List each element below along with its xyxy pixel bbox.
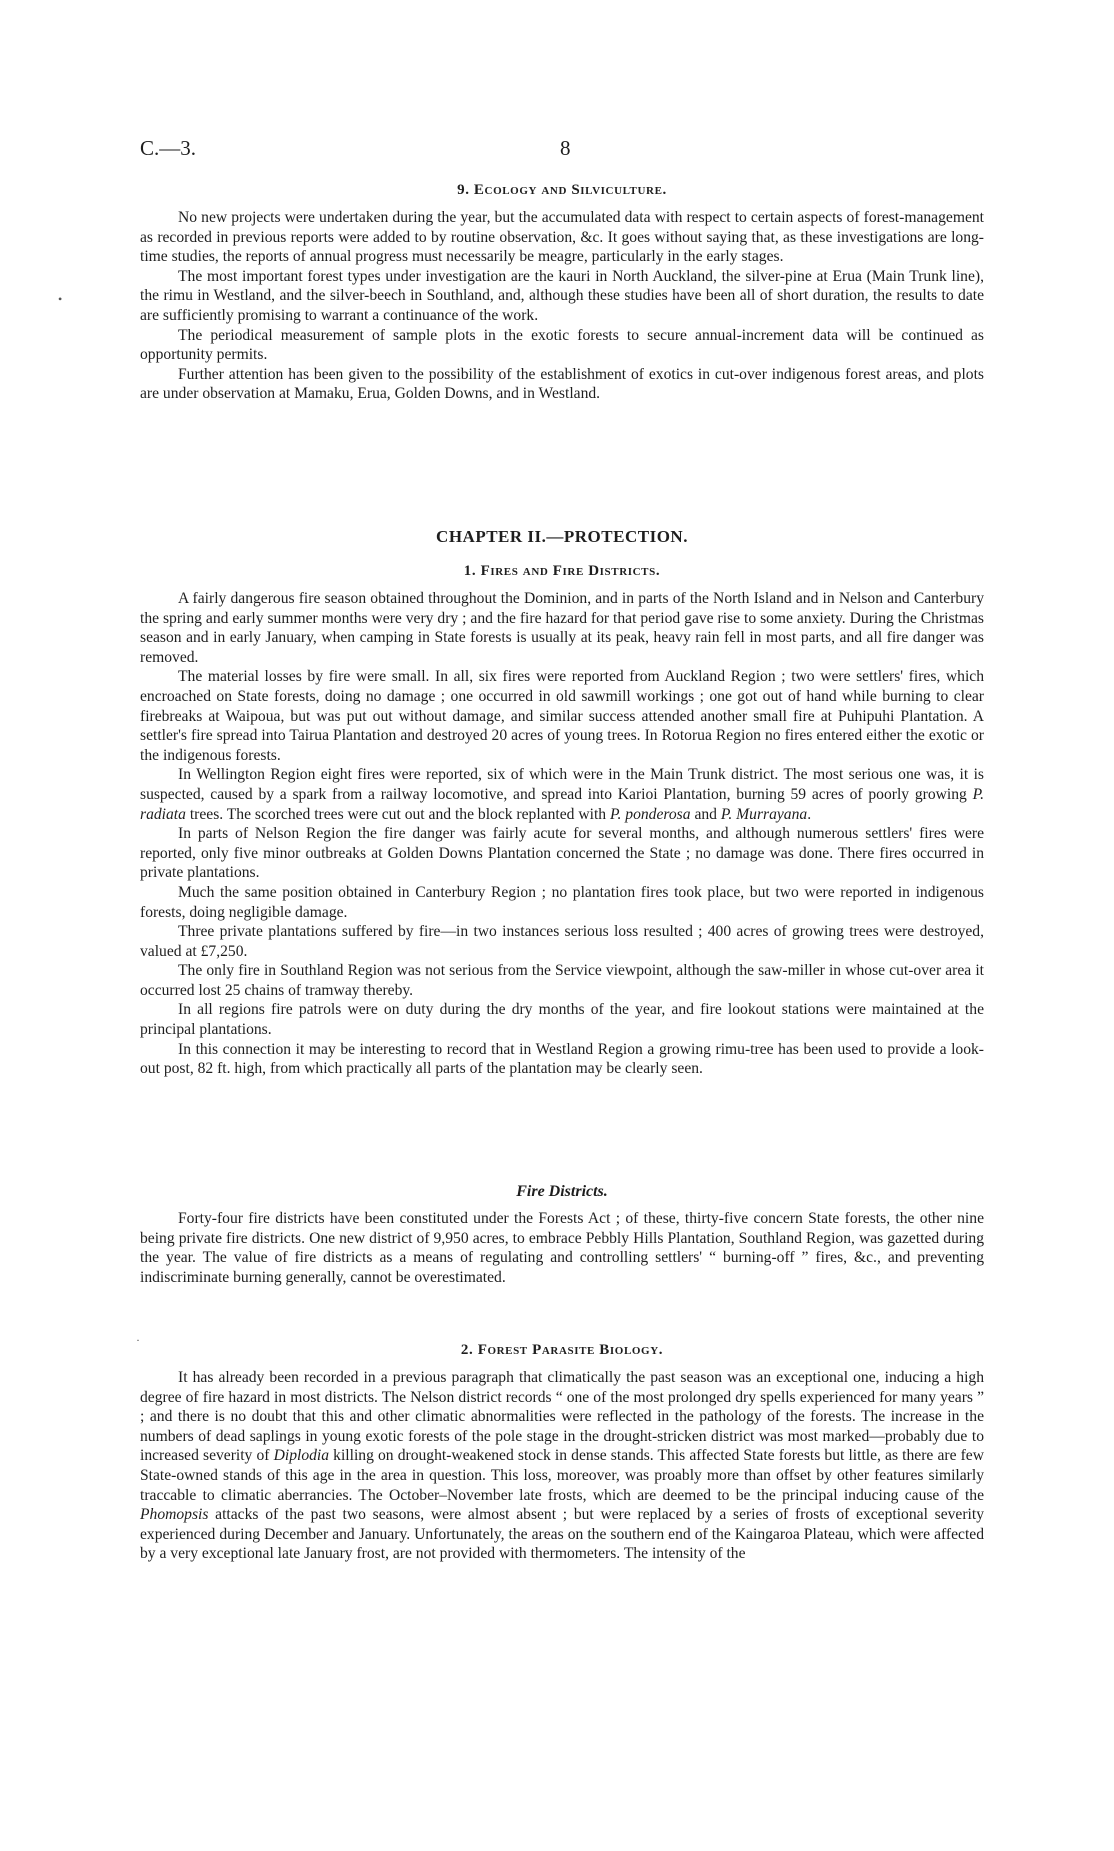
genus-name: Diplodia xyxy=(273,1447,330,1465)
document-series-code: C.—3. xyxy=(140,136,197,160)
fires-paragraph: In this connection it may be interesting to record that in Westland Region a growing rimu-tree has been used to provide a look-out post, 82 ft. high, from which practically all parts of the plantation may be clearly seen. xyxy=(140,1040,984,1078)
margin-mark: • xyxy=(58,292,63,306)
ecology-paragraph: Further attention has been given to the possibility of the establishment of exotics in cut-over indigenous forest areas, and plots are under observation at Mamaku, Erua, Golden Downs, and in Westland. xyxy=(140,365,984,403)
species-name: P. radiata xyxy=(140,785,984,823)
genus-name: Phomopsis xyxy=(140,1506,209,1524)
ecology-paragraph: The most important forest types under investigation are the kauri in North Auckland, the silver-pine at Erua (Main Trunk line), the rimu in Westland, and the silver-beech in Southland, and, although these studies have been all of short duration, the results to date are sufficiently promising to warrant a continuance of the work. xyxy=(140,267,984,324)
section-title-parasite: 2. Forest Parasite Biology. xyxy=(460,1342,664,1358)
fire-districts-paragraph: Forty-four fire districts have been constituted under the Forests Act ; of these, thirty-five concern State forests, the other nine being private fire districts. One new district of 9,950 acres, to embrace Pebbly Hills Plantation, Southland Region, was gazetted during the year. The value of fire districts as a means of regulating and controlling settlers' “ burning-off ” fires, &c., and preventing indiscriminate burning generally, cannot be overestimated. xyxy=(140,1210,984,1286)
section-title-ecology: 9. Ecology and Silviculture. xyxy=(457,182,667,198)
margin-mark: · xyxy=(136,1333,140,1347)
chapter-heading xyxy=(140,527,984,547)
fire-districts-section xyxy=(140,1183,984,1287)
fires-paragraph: The material losses by fire were small. In all, six fires were reported from Auckland Region ; two were settlers' fires, which encroached on State forests, doing no damage ; one occurred in old sawmill workings ; one got out of hand while burning to clear firebreaks at Waipoua, but was put out without damage, and similar success attended another small fire at Puhipuhi Plantation. A settler's fire spread into Tairua Plantation and destroyed 20 acres of young trees. In Rotorua Region no fires entered either the exotic or the indigenous forests. xyxy=(140,668,984,764)
species-name: P. Murrayana xyxy=(720,805,808,823)
fires-section xyxy=(140,563,984,1079)
fires-paragraph-wellington: In Wellington Region eight fires were reported, six of which were in the Main Trunk district. The most serious one was, it is suspected, caused by a spark from a railway locomotive, and spread into Karioi Plantation, burning 59 acres of poorly growing P. radiata trees. The scorched trees were cut out and the block replanted with P. ponderosa and P. Murrayana. xyxy=(140,766,984,823)
section-title-fires: 1. Fires and Fire Districts. xyxy=(463,563,661,579)
fires-paragraph: Three private plantations suffered by fire—in two instances serious loss resulted ; 400 acres of growing trees were destroyed, valued at £7,250. xyxy=(140,923,984,960)
ecology-section xyxy=(140,182,984,404)
fires-paragraph: In parts of Nelson Region the fire danger was fairly acute for several months, and although numerous settlers' fires were reported, only five minor outbreaks at Golden Downs Plantation concerned the State ; no damage was done. There fires occurred in private plantations. xyxy=(140,825,984,882)
fires-paragraph: The only fire in Southland Region was not serious from the Service viewpoint, although the saw-miller in whose cut-over area it occurred lost 25 chains of tramway thereby. xyxy=(140,962,984,999)
fires-paragraph: A fairly dangerous fire season obtained throughout the Dominion, and in parts of the North Island and in Nelson and Canterbury the spring and early summer months were very dry ; and the fire hazard for that period gave rise to some anxiety. During the Christmas season and in early January, when camping in State forests is usually at its peak, heavy rain fell in most parts, and all fire danger was removed. xyxy=(140,590,984,666)
parasite-paragraph: It has already been recorded in a previous paragraph that climatically the past season was an exceptional one, inducing a high degree of fire hazard in most districts. The Nelson district records “ one of the most prolonged dry spells experienced for many years ” ; and there is no doubt that this and other climatic abnormalities were reflected in the pathology of the forests. The increase in the numbers of dead saplings in young exotic forests of the pole stage in the drought-stricken district was most marked—probably due to increased severity of Diplodia killing on drought-weakened stock in dense stands. This affected State forests but little, as there are few State-owned stands of this age in the area in question. This loss, moreover, was proably more than offset by other features similarly traccable to climatic aberrancies. The October–November late frosts, which are deemed to be the principal inducing cause of the Phomopsis attacks of the past two seasons, were almost absent ; but were replaced by a series of frosts of exceptional severity experienced during December and January. Unfortunately, the areas on the southern end of the Kaingaroa Plateau, which were affected by a very exceptional late January frost, are not provided with thermometers. The intensity of the xyxy=(140,1369,984,1563)
fires-paragraph: Much the same position obtained in Canterbury Region ; no plantation fires took place, but two were reported in indigenous forests, doing negligible damage. xyxy=(140,883,984,921)
chapter-title: CHAPTER II.—PROTECTION. xyxy=(436,527,688,546)
ecology-paragraph: No new projects were undertaken during the year, but the accumulated data with respect to certain aspects of forest-management as recorded in previous reports were added to by routine observation, &c. It goes without saying that, as these investigations are long-time studies, the reports of annual progress must necessarily be meagre, particularly in the early stages. xyxy=(140,209,984,266)
ecology-paragraph: The periodical measurement of sample plots in the exotic forests to secure annual-increment data will be continued as opportunity permits. xyxy=(140,326,984,364)
subsection-title-fire-districts: Fire Districts. xyxy=(516,1183,608,1200)
parasite-section xyxy=(140,1342,984,1564)
page-number: 8 xyxy=(560,136,571,160)
species-name: P. ponderosa xyxy=(609,805,691,823)
fires-paragraph: In all regions fire patrols were on duty during the dry months of the year, and fire lookout stations were maintained at the principal plantations. xyxy=(140,1001,984,1039)
